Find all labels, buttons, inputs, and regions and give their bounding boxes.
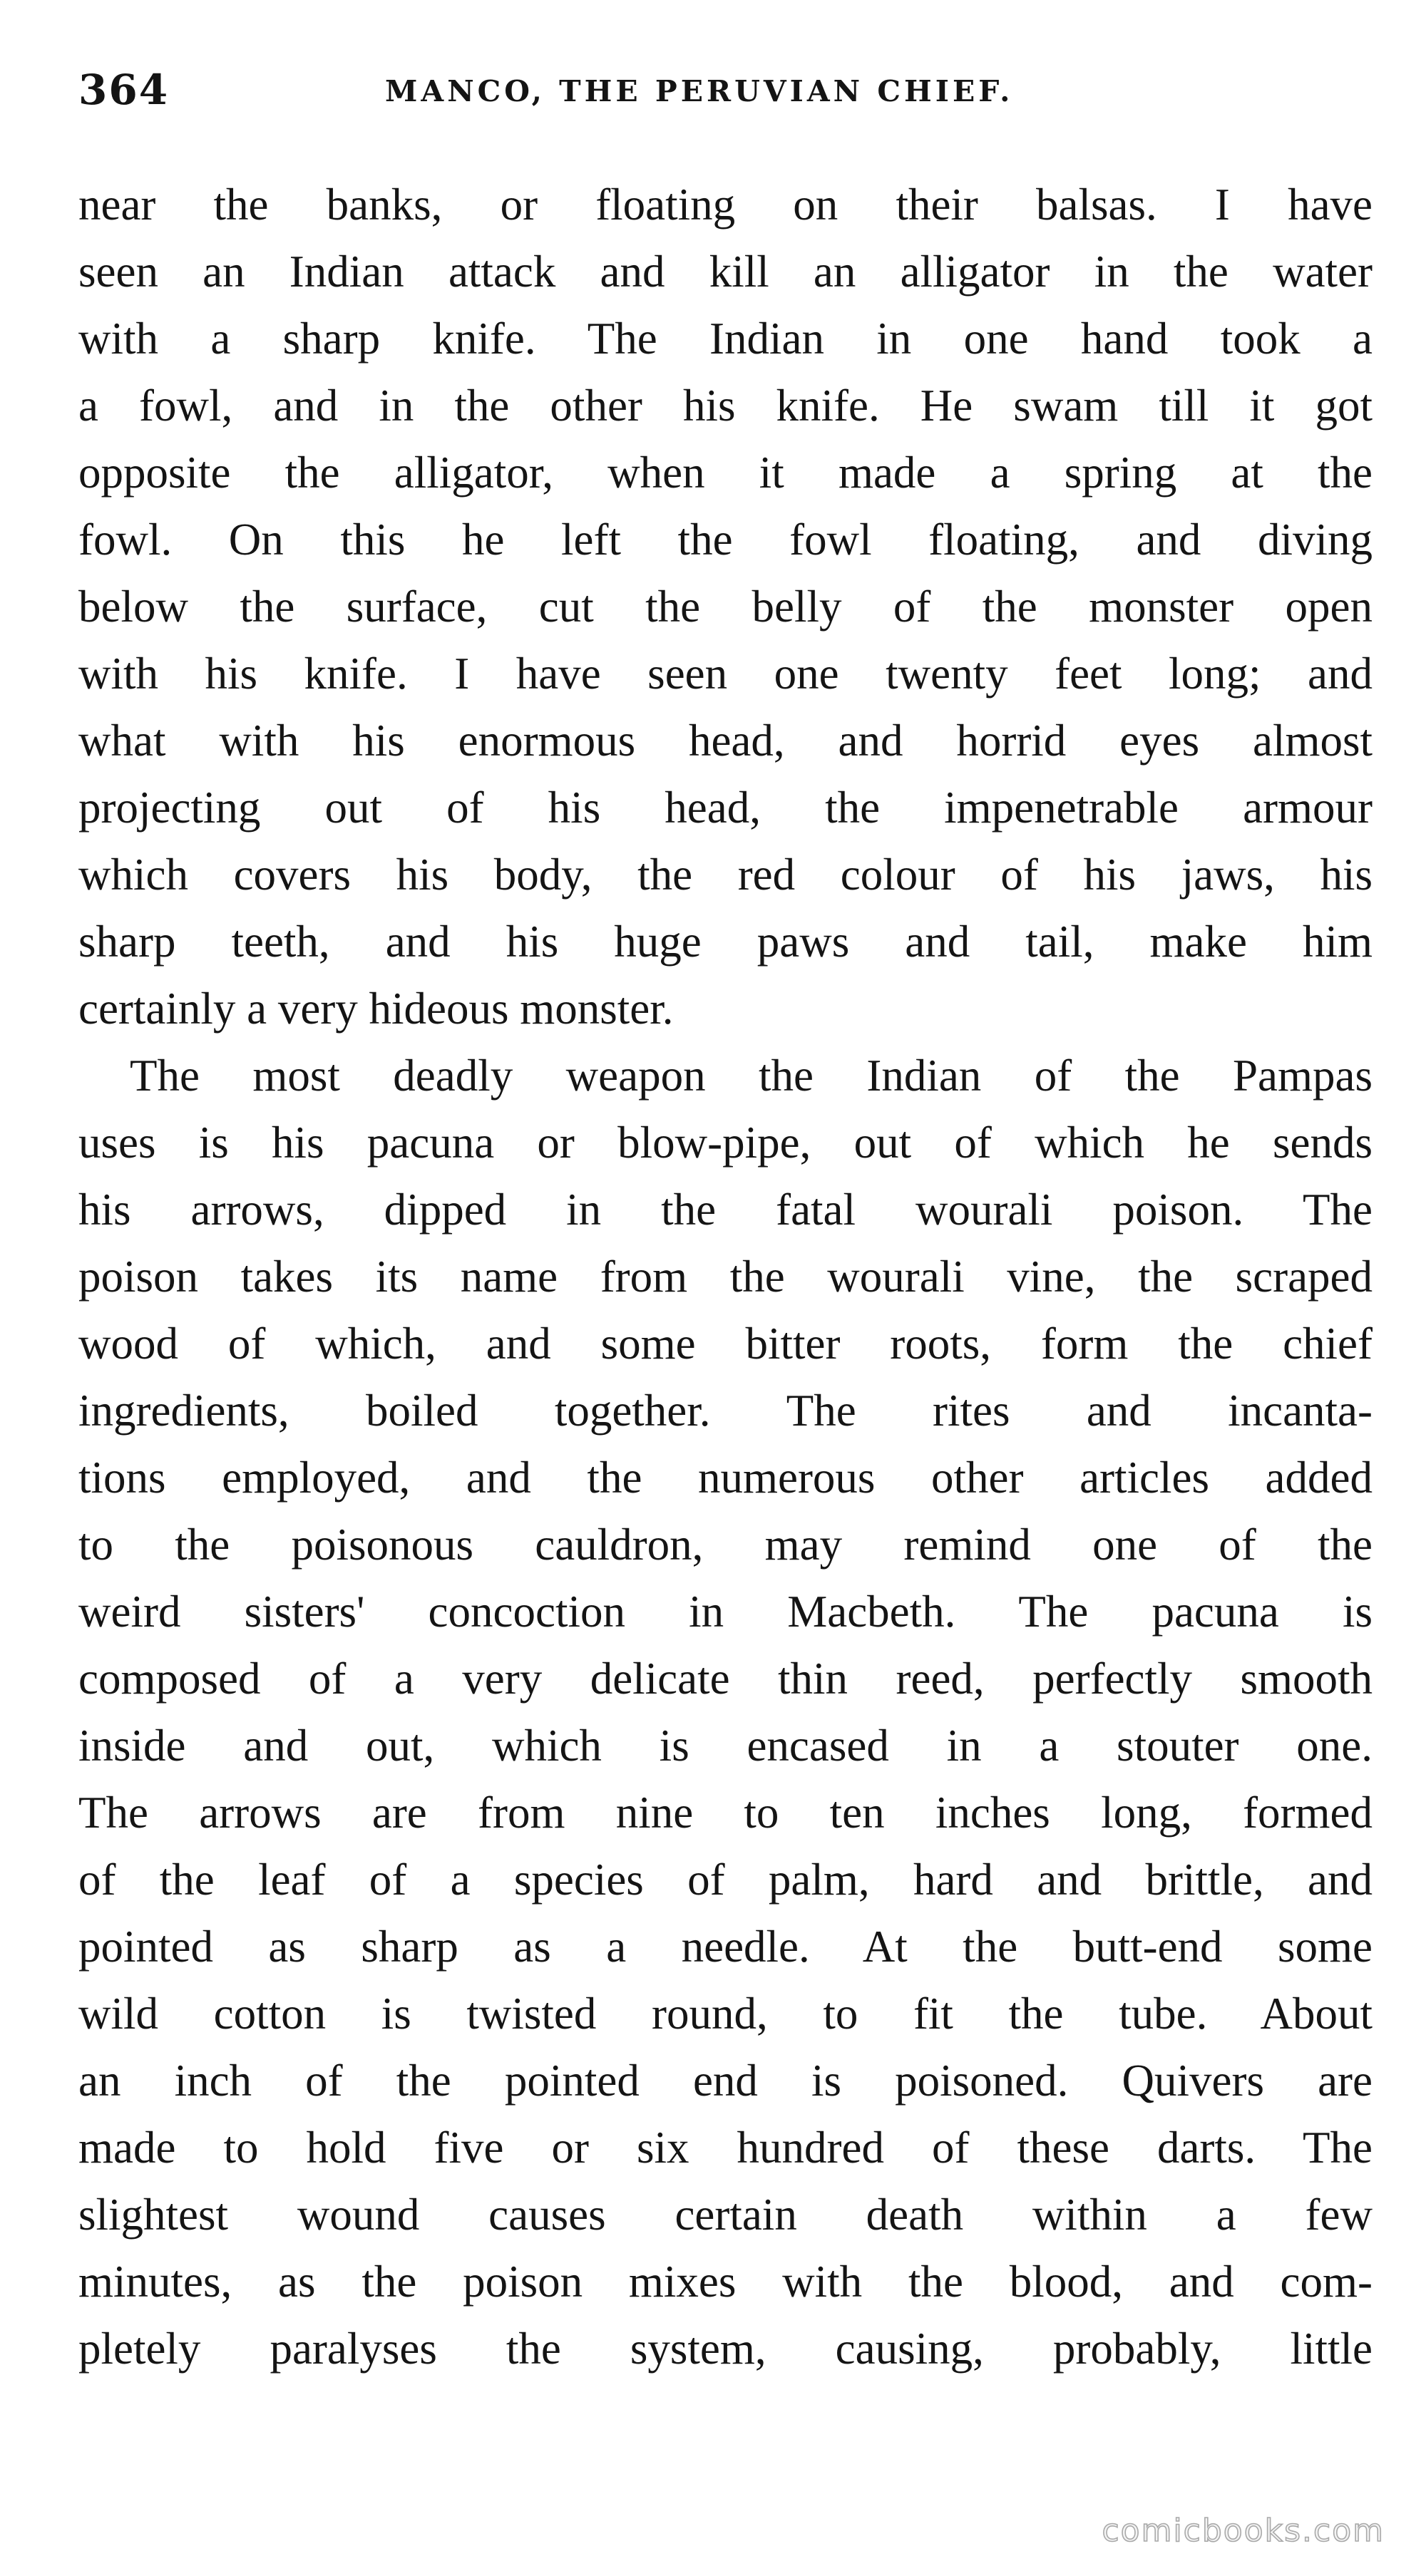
text-line: inside and out, which is encased in a stouter one. [78, 1721, 1373, 1771]
text-line: an inch of the pointed end is poisoned. Quivers are [78, 2056, 1373, 2106]
text-line: pletely paralyses the system, causing, probably, little [78, 2324, 1373, 2374]
text-line: which covers his body, the red colour of his jaws, his [78, 850, 1373, 900]
text-line: opposite the alligator, when it made a spring at the [78, 448, 1373, 498]
body-text [78, 171, 1373, 2382]
text-line: weird sisters' concoction in Macbeth. The pacuna is [78, 1587, 1373, 1637]
text-line: certainly a very hideous monster. [78, 984, 674, 1034]
text-line: fowl. On this he left the fowl floating, and diving [78, 515, 1373, 565]
text-line: near the banks, or floating on their balsas. I have [78, 180, 1373, 230]
text-line: what with his enormous head, and horrid eyes almost [78, 716, 1373, 766]
page-number: 364 [78, 66, 170, 114]
text-line: with his knife. I have seen one twenty feet long; and [78, 649, 1373, 699]
text-line: The arrows are from nine to ten inches long, formed [78, 1788, 1373, 1838]
running-head [78, 66, 1383, 130]
text-line: to the poisonous cauldron, may remind one of the [78, 1520, 1373, 1570]
text-line: minutes, as the poison mixes with the blood, and com- [78, 2257, 1373, 2307]
text-line: projecting out of his head, the impenetrable armour [78, 783, 1373, 833]
text-line: seen an Indian attack and kill an alligator in the water [78, 247, 1373, 297]
text-line: made to hold five or six hundred of these darts. The [78, 2123, 1373, 2173]
text-line: below the surface, cut the belly of the monster open [78, 582, 1373, 632]
text-line: of the leaf of a species of palm, hard and brittle, and [78, 1855, 1373, 1905]
text-line: The most deadly weapon the Indian of the Pampas [130, 1051, 1373, 1101]
paragraph [78, 171, 1373, 1042]
text-line: tions employed, and the numerous other articles added [78, 1453, 1373, 1503]
text-line: a fowl, and in the other his knife. He swam till it got [78, 381, 1373, 431]
text-line: ingredients, boiled together. The rites and incanta- [78, 1386, 1373, 1436]
text-line: slightest wound causes certain death within a few [78, 2190, 1373, 2240]
watermark: comicbooks.com [1102, 2513, 1385, 2549]
text-line: composed of a very delicate thin reed, perfectly smooth [78, 1654, 1373, 1704]
text-line: poison takes its name from the wourali vine, the scraped [78, 1252, 1373, 1302]
text-line: his arrows, dipped in the fatal wourali poison. The [78, 1185, 1373, 1235]
text-line: with a sharp knife. The Indian in one hand took a [78, 314, 1373, 364]
text-line: pointed as sharp as a needle. At the butt-end some [78, 1922, 1373, 1972]
text-line: wild cotton is twisted round, to fit the tube. About [78, 1989, 1373, 2039]
paragraph [78, 1042, 1373, 2382]
running-title: MANCO, THE PERUVIAN CHIEF. [385, 74, 1014, 108]
text-line: wood of which, and some bitter roots, form the chief [78, 1319, 1373, 1369]
text-line: sharp teeth, and his huge paws and tail, make him [78, 917, 1373, 967]
text-line: uses is his pacuna or blow-pipe, out of which he sends [78, 1118, 1373, 1168]
